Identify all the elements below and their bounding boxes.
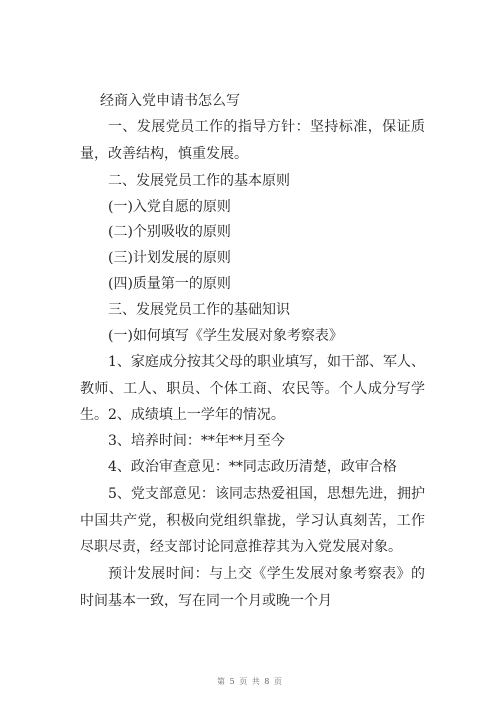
paragraph-item-3: 3、培养时间：**年**月至今 (108, 433, 285, 449)
paragraph-principle-2: (二)个别吸收的原则 (108, 224, 231, 240)
paragraph-heading-principles: 二、发展党员工作的基本原则 (108, 173, 290, 189)
paragraph-guideline: 一、发展党员工作的指导方针：坚持标准，保证质量，改善结构，慎重发展。 (80, 119, 425, 162)
paragraph-item-5: 5、党支部意见：该同志热爱祖国，思想先进，拥护中国共产党，积极向党组织靠拢，学习认真刻苦，工作尽职尽责，经支部讨论同意推荐其为入党发展对象。 (80, 486, 425, 555)
paragraph-expected-time: 预计发展时间：与上交《学生发展对象考察表》的时间基本一致，写在同一个月或晚一个月 (80, 566, 425, 609)
paragraph-item-1: 1、家庭成分按其父母的职业填写，如干部、军人、教师、工人、职员、个体工商、农民等。个人成分写学生。 (80, 354, 425, 423)
paragraph-principle-1: (一)入党自愿的原则 (108, 199, 231, 215)
paragraph-form-heading: (一)如何填写《学生发展对象考察表》 (108, 328, 343, 344)
paragraph-principle-3: (三)计划发展的原则 (108, 250, 231, 266)
paragraph-item-4: 4、政治审查意见：**同志政历清楚，政审合格 (108, 459, 397, 475)
paragraph-principle-4: (四)质量第一的原则 (108, 276, 231, 292)
document-title: 经商入党申请书怎么写 (100, 93, 240, 109)
paragraph-item-2: 2、成绩填上一学年的情况。 (108, 407, 285, 423)
page-footer: 第 5 页 共 8 页 (217, 677, 283, 686)
paragraph-heading-knowledge: 三、发展党员工作的基础知识 (108, 302, 290, 318)
